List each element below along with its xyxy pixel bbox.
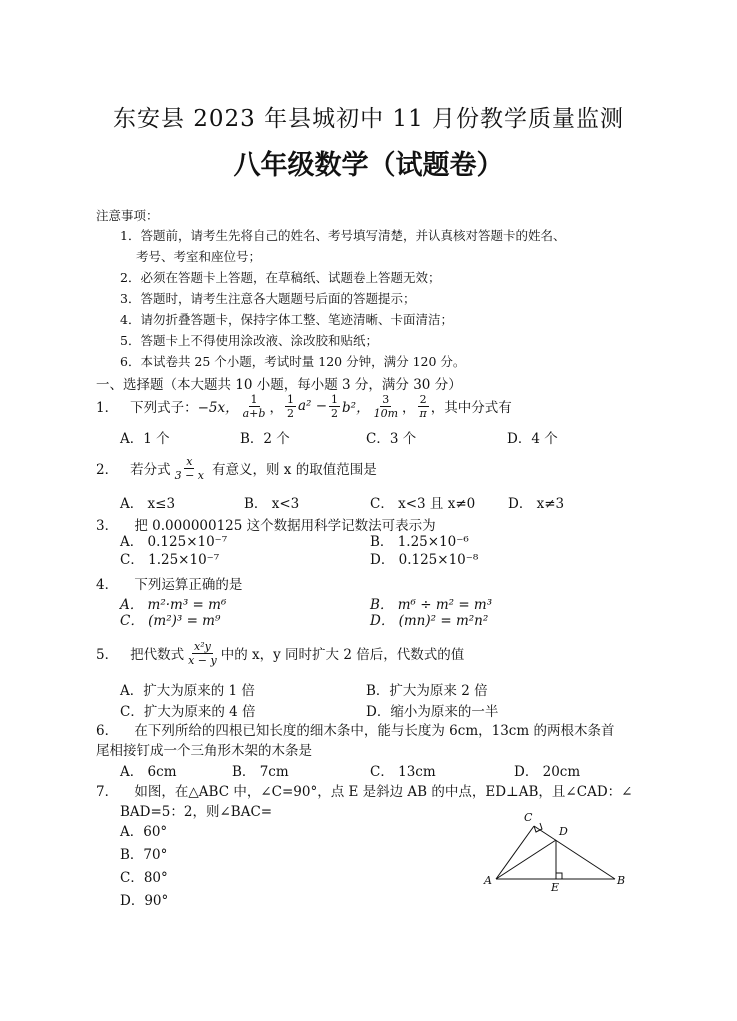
question-text: 若分式 xyxy=(130,462,171,478)
question-number: 4． xyxy=(96,577,119,593)
fraction-numerator: 2 xyxy=(419,392,427,406)
option-a: A． x≤3 xyxy=(120,496,176,512)
option-a: A．扩大为原来的 1 倍 xyxy=(120,683,255,699)
question-text-continued: 尾相接钉成一个三角形木架的木条是 xyxy=(96,743,312,759)
notice-item: 5．答题卡上不得使用涂改液、涂改胶和贴纸； xyxy=(120,333,378,348)
fraction-numerator: 3 xyxy=(382,392,390,406)
question-text: 把代数式 xyxy=(130,647,185,663)
triangle-figure xyxy=(478,806,634,892)
question-number: 6． xyxy=(96,723,119,739)
option-d: D． x≠3 xyxy=(508,496,565,512)
question-number: 2． xyxy=(96,462,119,478)
option-c: C．80° xyxy=(120,870,168,886)
fraction-numerator: x²y xyxy=(194,639,211,653)
fraction xyxy=(186,640,219,667)
vertex-label-e: E xyxy=(551,881,560,892)
exam-title-line1: 东安县 2023 年县城初中 11 月份教学质量监测 xyxy=(112,106,625,132)
option-a: A． m²·m³ = m⁶ xyxy=(120,597,227,613)
separator: ， xyxy=(269,400,283,416)
question-number: 3． xyxy=(96,518,119,534)
fraction-denominator: 3 − x xyxy=(174,468,205,482)
question-1 xyxy=(96,389,512,423)
expression: b²， xyxy=(342,400,370,416)
question-6 xyxy=(96,719,614,739)
fraction-numerator: 1 xyxy=(250,392,258,406)
fraction xyxy=(285,393,296,420)
fraction xyxy=(241,393,268,420)
option-c: C．3 个 xyxy=(366,431,417,447)
option-b: B．扩大为原来 2 倍 xyxy=(366,683,488,699)
option-b: B． 7cm xyxy=(232,764,289,780)
question-text-continued: BAD=5：2，则∠BAC= xyxy=(120,804,273,820)
fraction xyxy=(173,455,206,482)
option-d: D．90° xyxy=(120,893,169,909)
option-c: C． 13cm xyxy=(370,764,436,780)
question-text: ，其中分式有 xyxy=(430,400,512,416)
fraction-denominator: 2 xyxy=(286,406,294,420)
notice-item: 1．答题前，请考生先将自己的姓名、考号填写清楚，并认真核对答题卡的姓名、 xyxy=(120,228,566,243)
separator: ， xyxy=(402,400,416,416)
option-a: A． 0.125×10⁻⁷ xyxy=(120,534,228,550)
option-b: B．2 个 xyxy=(240,431,290,447)
question-text: 中的 x，y 同时扩大 2 倍后，代数式的值 xyxy=(220,647,465,663)
right-angle-mark-e xyxy=(556,873,562,879)
option-b: B．70° xyxy=(120,847,168,863)
question-7 xyxy=(96,780,632,800)
vertex-label-d: D xyxy=(559,825,568,838)
segment-ad xyxy=(496,840,556,879)
question-5 xyxy=(96,636,464,670)
question-number: 5． xyxy=(96,647,119,663)
notice-item: 2．必须在答题卡上答题，在草稿纸、试题卷上答题无效； xyxy=(120,270,441,285)
question-2 xyxy=(96,451,377,485)
segment-cb xyxy=(534,826,615,879)
fraction-numerator: 1 xyxy=(331,392,339,406)
vertex-label-c: C xyxy=(524,811,533,824)
option-d: D．4 个 xyxy=(507,431,558,447)
segment-ac xyxy=(496,826,534,879)
fraction-denominator: x − y xyxy=(188,653,217,667)
question-text: 下列运算正确的是 xyxy=(134,577,243,593)
vertex-label-b: B xyxy=(617,874,626,887)
fraction xyxy=(418,393,429,420)
fraction xyxy=(372,393,400,420)
notice-item: 3．答题时，请考生注意各大题题号后面的答题提示； xyxy=(120,291,416,306)
option-c: C． x<3 且 x≠0 xyxy=(370,496,476,512)
question-number: 1． xyxy=(96,400,119,416)
question-text: 把 0.000000125 这个数据用科学记数法可表示为 xyxy=(134,518,436,534)
question-text: 有意义，则 x 的取值范围是 xyxy=(212,462,377,478)
notice-item: 考号、考室和座位号； xyxy=(136,249,262,264)
question-number: 7． xyxy=(96,784,119,800)
fraction-denominator: 2 xyxy=(331,406,339,420)
option-a: A．1 个 xyxy=(120,431,170,447)
option-b: B． x<3 xyxy=(244,496,300,512)
option-c: C．扩大为原来的 4 倍 xyxy=(120,704,256,720)
fraction xyxy=(329,393,340,420)
expression: a² − xyxy=(297,398,328,414)
question-4 xyxy=(96,573,242,593)
option-d: D． 0.125×10⁻⁸ xyxy=(370,552,479,568)
option-a: A． 6cm xyxy=(120,764,177,780)
fraction-numerator: 1 xyxy=(286,392,294,406)
fraction-numerator: x xyxy=(186,454,193,468)
notice-item: 4．请勿折叠答题卡，保持字体工整、笔迹清晰、卡面清洁； xyxy=(120,312,453,327)
question-text: 在下列所给的四根已知长度的细木条中，能与长度为 6cm，13cm 的两根木条首 xyxy=(134,723,615,739)
option-a: A．60° xyxy=(120,824,168,840)
fraction-denominator: a+b xyxy=(242,406,266,420)
option-c: C． 1.25×10⁻⁷ xyxy=(120,552,220,568)
notice-item: 6．本试卷共 25 个小题，考试时量 120 分钟，满分 120 分。 xyxy=(120,354,466,369)
expression: −5x， xyxy=(197,400,239,416)
notice-heading: 注意事项： xyxy=(96,208,159,223)
fraction-denominator: 10m xyxy=(373,406,399,420)
option-b: B． m⁶ ÷ m² = m³ xyxy=(370,597,493,613)
option-d: D．缩小为原来的一半 xyxy=(366,704,499,720)
fraction-denominator: π xyxy=(419,406,427,420)
vertex-label-a: A xyxy=(484,874,492,887)
section-heading: 一、选择题（本大题共 10 小题，每小题 3 分，满分 30 分） xyxy=(96,377,462,393)
question-text: 如图，在△ABC 中，∠C=90°，点 E 是斜边 AB 的中点，ED⊥AB，且∠CAD：∠ xyxy=(134,784,633,800)
option-d: D． 20cm xyxy=(514,764,581,780)
question-text: 下列式子： xyxy=(130,400,198,416)
option-b: B． 1.25×10⁻⁶ xyxy=(370,534,469,550)
option-d: D． (mn)² = m²n² xyxy=(370,613,489,629)
option-c: C． (m²)³ = m⁹ xyxy=(120,613,221,629)
exam-title-line2: 八年级数学（试题卷） xyxy=(233,150,504,181)
